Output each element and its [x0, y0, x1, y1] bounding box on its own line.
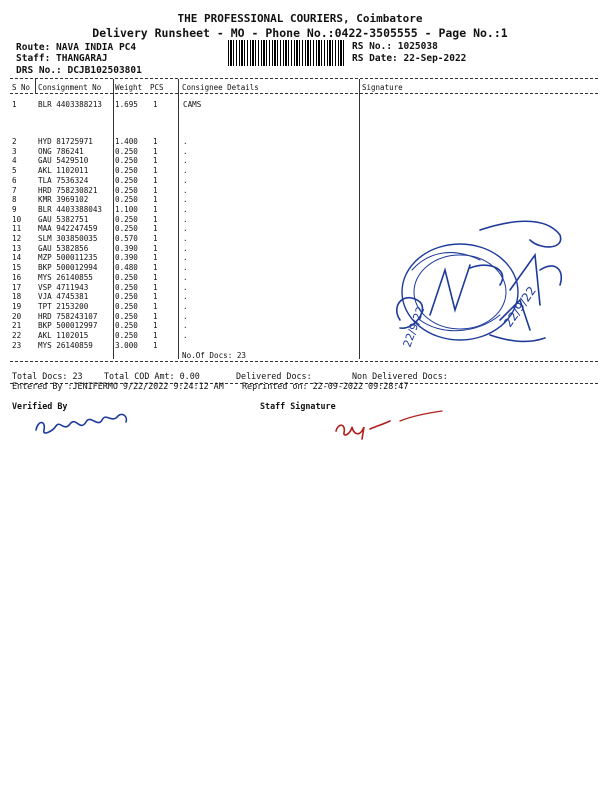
- cell-consignee: .: [183, 243, 188, 253]
- cell-weight: 0.250: [115, 282, 138, 292]
- cell-cons: ONG 786241: [38, 146, 84, 156]
- cell-weight: 3.000: [115, 340, 138, 350]
- cell-pcs: 1: [153, 340, 158, 350]
- cell-consignee: .: [183, 146, 188, 156]
- cell-consignee: .: [183, 204, 188, 214]
- cell-pcs: 1: [153, 301, 158, 311]
- cell-sno: 21: [12, 321, 22, 331]
- cell-cons: BKP 500012997: [38, 321, 98, 331]
- delivered-docs: Delivered Docs:: [236, 371, 312, 381]
- table-top-rule: [10, 78, 598, 79]
- cell-consignee: .: [183, 263, 188, 273]
- cell-sno: 1: [12, 100, 17, 109]
- cell-cons: KMR 3969102: [38, 195, 89, 205]
- cell-pcs: 1: [153, 185, 158, 195]
- cell-weight: 0.250: [115, 321, 138, 331]
- cell-pcs: 1: [153, 146, 158, 156]
- cell-cons: BKP 500012994: [38, 263, 98, 273]
- cell-cons: VJA 4745381: [38, 292, 89, 302]
- cell-cons: GAU 5382751: [38, 214, 89, 224]
- cell-consignee: .: [183, 175, 188, 185]
- table-row: [0, 166, 600, 176]
- cell-sno: 13: [12, 243, 22, 253]
- cell-consignee: .: [183, 195, 188, 205]
- cell-consignee: .: [183, 301, 188, 311]
- cell-pcs: 1: [153, 224, 158, 234]
- table-row: [0, 137, 600, 147]
- cell-pcs: 1: [153, 272, 158, 282]
- cell-sno: 14: [12, 253, 22, 263]
- staff-signature: [330, 405, 450, 445]
- cell-weight: 0.250: [115, 175, 138, 185]
- cell-pcs: 1: [153, 234, 158, 243]
- cell-sno: 10: [12, 214, 22, 224]
- cell-cons: AKL 1102015: [38, 331, 89, 340]
- cell-weight: 0.250: [115, 166, 138, 176]
- cell-sno: 6: [12, 175, 17, 185]
- col-pcs: PCS: [150, 83, 164, 92]
- cell-pcs: 1: [153, 166, 158, 176]
- cell-sno: 11: [12, 224, 22, 234]
- cell-consignee: CAMS: [183, 100, 202, 109]
- staff-signature-label: Staff Signature: [260, 401, 336, 411]
- table-row: [0, 186, 600, 196]
- cell-cons: HYD 81725971: [38, 137, 93, 146]
- cell-consignee: .: [183, 331, 188, 340]
- cell-weight: 0.480: [115, 263, 138, 273]
- col-sno: S No: [12, 83, 31, 92]
- cell-cons: GAU 5382856: [38, 243, 89, 253]
- cell-weight: 0.250: [115, 292, 138, 302]
- verified-signature-text: Lakshmi: [138, 438, 143, 439]
- col-consignment: Consignment No: [38, 83, 102, 92]
- cell-sno: 2: [12, 137, 17, 146]
- cell-consignee: .: [183, 253, 188, 263]
- cell-pcs: 1: [153, 175, 158, 185]
- cell-consignee: .: [183, 272, 188, 282]
- stamp-date: 22/9/22: [500, 283, 539, 330]
- cell-sno: 3: [12, 146, 17, 156]
- reprinted-on: Reprinted on: 22-09-2022 09:28:47: [242, 381, 409, 391]
- cell-pcs: 1: [153, 195, 158, 205]
- cell-cons: HRD 758243107: [38, 311, 98, 321]
- table-row: [0, 100, 600, 110]
- receiver-signature-stamp: [360, 210, 590, 360]
- cell-weight: 0.250: [115, 195, 138, 205]
- cell-pcs: 1: [153, 156, 158, 166]
- cell-pcs: 1: [153, 331, 158, 340]
- cell-pcs: 1: [153, 263, 158, 273]
- cell-cons: MAA 942247459: [38, 224, 98, 234]
- cell-consignee: .: [183, 282, 188, 292]
- cell-cons: MYS 26140859: [38, 340, 93, 350]
- runsheet-title: Delivery Runsheet - MO - Phone No.:0422-3505555 - Page No.:1: [92, 26, 508, 40]
- cell-cons: BLR 4403388213: [38, 100, 103, 109]
- cell-consignee: .: [183, 166, 188, 176]
- rs-number: RS No.: 1025038: [352, 41, 438, 52]
- cell-weight: 1.400: [115, 137, 138, 146]
- cell-weight: 0.250: [115, 156, 138, 166]
- verified-signature: [28, 402, 143, 442]
- verified-by-label: Verified By: [12, 401, 68, 411]
- cell-pcs: 1: [153, 253, 158, 263]
- cell-cons: BLR 4403388043: [38, 204, 103, 214]
- col-weight: Weight: [115, 83, 143, 92]
- company-name: THE PROFESSIONAL COURIERS, Coimbatore: [177, 12, 423, 25]
- drs-number: DRS No.: DCJB102503801: [16, 65, 142, 76]
- cell-consignee: .: [183, 321, 188, 331]
- cell-sno: 22: [12, 331, 22, 340]
- cell-consignee: .: [183, 234, 188, 243]
- cell-sno: 4: [12, 156, 17, 166]
- cell-sno: 17: [12, 282, 22, 292]
- col-consignee: Consignee Details: [182, 83, 259, 92]
- table-row: [0, 195, 600, 205]
- cell-consignee: .: [183, 292, 188, 302]
- table-row: [0, 156, 600, 166]
- cell-sno: 23: [12, 340, 22, 350]
- cell-weight: 1.100: [115, 204, 138, 214]
- table-header-rule: [10, 93, 598, 94]
- cell-pcs: 1: [153, 100, 158, 109]
- cell-cons: MYS 26140855: [38, 272, 93, 282]
- cell-weight: 1.695: [115, 100, 138, 109]
- cell-pcs: 1: [153, 243, 158, 253]
- cell-consignee: .: [183, 311, 188, 321]
- barcode: [228, 40, 344, 66]
- cell-sno: 8: [12, 195, 17, 205]
- cell-weight: 0.570: [115, 234, 138, 243]
- cell-weight: 0.250: [115, 311, 138, 321]
- column-divider: [35, 79, 36, 93]
- cell-sno: 16: [12, 272, 22, 282]
- cell-sno: 12: [12, 234, 22, 243]
- cell-consignee: .: [183, 224, 188, 234]
- total-docs: Total Docs: 23: [12, 371, 83, 381]
- cell-sno: 15: [12, 263, 22, 273]
- cell-consignee: .: [183, 137, 188, 146]
- cell-consignee: .: [183, 185, 188, 195]
- cell-pcs: 1: [153, 282, 158, 292]
- cell-weight: 0.390: [115, 243, 138, 253]
- cell-weight: 0.250: [115, 214, 138, 224]
- no-of-docs: No.Of Docs: 23: [182, 351, 247, 360]
- cell-cons: AKL 1102011: [38, 166, 89, 176]
- cell-weight: 0.250: [115, 331, 138, 340]
- cell-cons: MZP 500011235: [38, 253, 98, 263]
- cell-weight: 0.250: [115, 301, 138, 311]
- cell-cons: SLM 303850035: [38, 234, 98, 243]
- route-label: Route: NAVA INDIA PC4: [16, 42, 137, 53]
- col-signature: Signature: [362, 83, 403, 92]
- cell-pcs: 1: [153, 311, 158, 321]
- cell-pcs: 1: [153, 204, 158, 214]
- staff-label: Staff: THANGARAJ: [16, 53, 108, 64]
- table-bottom-rule: [10, 361, 598, 362]
- rs-date: RS Date: 22-Sep-2022: [352, 53, 467, 64]
- cell-pcs: 1: [153, 137, 158, 146]
- cell-sno: 18: [12, 292, 22, 302]
- cell-cons: TPT 2153200: [38, 301, 89, 311]
- cell-sno: 20: [12, 311, 22, 321]
- cell-cons: HRD 758230821: [38, 185, 98, 195]
- total-cod: Total COD Amt: 0.00: [104, 371, 200, 381]
- table-row: [0, 176, 600, 186]
- cell-consignee: .: [183, 214, 188, 224]
- cell-cons: GAU 5429510: [38, 156, 89, 166]
- cell-sno: 19: [12, 301, 22, 311]
- cell-sno: 5: [12, 166, 17, 176]
- cell-weight: 0.250: [115, 224, 138, 234]
- cell-pcs: 1: [153, 292, 158, 302]
- table-row: [0, 147, 600, 157]
- entered-by: Entered By :JENIFERMO 9/22/2022 9:24:12 AM: [12, 381, 224, 391]
- cell-cons: VSP 4711943: [38, 282, 89, 292]
- receiver-signature-date: 22/9/22: [400, 304, 428, 350]
- cell-pcs: 1: [153, 214, 158, 224]
- cell-sno: 7: [12, 185, 17, 195]
- cell-weight: 0.250: [115, 146, 138, 156]
- cell-weight: 0.250: [115, 185, 138, 195]
- cell-consignee: .: [183, 156, 188, 166]
- cell-weight: 0.250: [115, 272, 138, 282]
- cell-cons: TLA 7536324: [38, 175, 89, 185]
- cell-sno: 9: [12, 204, 17, 214]
- cell-pcs: 1: [153, 321, 158, 331]
- non-delivered-docs: Non Delivered Docs:: [352, 371, 448, 381]
- cell-weight: 0.390: [115, 253, 138, 263]
